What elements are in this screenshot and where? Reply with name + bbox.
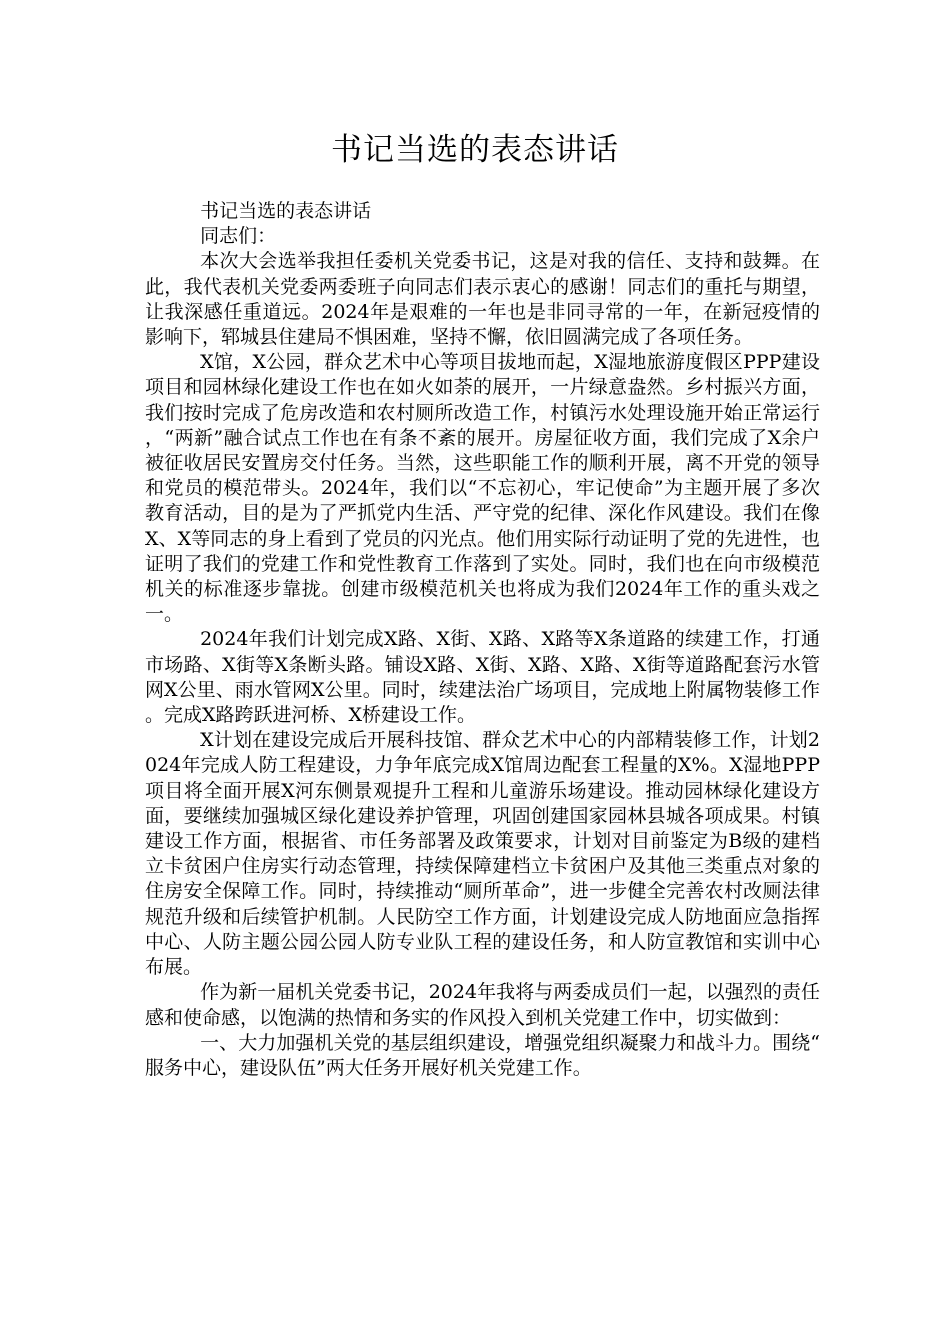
paragraph: X馆，X公园，群众艺术中心等项目拔地而起，X湿地旅游度假区PPP建设项目和园林绿化建设工作也在如火如荼的展开，一片绿意盎然。乡村振兴方面，我们按时完成了危房改造和农村厕所改造工作，村镇污水处理设施开始正常运行，“两新”融合试点工作也在有条不紊的展开。房屋征收方面，我们完成了X余户被征收居民安置房交付任务。当然，这些职能工作的顺利开展，离不开党的领导和党员的模范带头。2024年，我们以“不忘初心，牢记使命”为主题开展了多次教育活动，目的是为了严抓党内生活、严守党的纪律、深化作风建设。我们在像X、X等同志的身上看到了党员的闪光点。他们用实际行动证明了党的先进性，也证明了我们的党建工作和党性教育工作落到了实处。同时，我们也在向市级模范机关的标准逐步靠拢。创建市级模范机关也将成为我们2024年工作的重头戏之一。 xyxy=(145,351,820,626)
paragraph: 本次大会选举我担任委机关党委书记，这是对我的信任、支持和鼓舞。在此，我代表机关党委两委班子向同志们表示衷心的感谢！同志们的重托与期望，让我深感任重道远。2024年是艰难的一年也是非同寻常的一年，在新冠疫情的影响下，郓城县住建局不惧困难，坚持不懈，依旧圆满完成了各项任务。 xyxy=(145,250,820,349)
paragraph: 一、大力加强机关党的基层组织建设，增强党组织凝聚力和战斗力。围绕“服务中心，建设队伍”两大任务开展好机关党建工作。 xyxy=(145,1031,820,1079)
document-title: 书记当选的表态讲话 xyxy=(331,132,619,168)
paragraph-subtitle: 书记当选的表态讲话 xyxy=(200,200,372,222)
paragraph: 2024年我们计划完成X路、X街、X路、X路等X条道路的续建工作，打通市场路、X街等X条断头路。铺设X路、X街、X路、X路、X街等道路配套污水管网X公里、雨水管网X公里。同时，续建法治广场项目，完成地上附属物装修工作。完成X路跨跃进河桥、X桥建设工作。 xyxy=(145,628,820,727)
document-body xyxy=(145,199,820,1081)
paragraph-salutation: 同志们： xyxy=(200,225,277,248)
paragraph: X计划在建设完成后开展科技馆、群众艺术中心的内部精装修工作，计划2024年完成人防工程建设，力争年底完成X馆周边配套工程量的X%。X湿地PPP项目将全面开展X河东侧景观提升工程和儿童游乐场建设。推动园林绿化建设方面，要继续加强城区绿化建设养护管理，巩固创建国家园林县城各项成果。村镇建设工作方面，根据省、市任务部署及政策要求，计划对目前鉴定为B级的建档立卡贫困户住房实行动态管理，持续保障建档立卡贫困户及其他三类重点对象的住房安全保障工作。同时，持续推动“厕所革命”，进一步健全完善农村改厕法律规范升级和后续管护机制。人民防空工作方面，计划建设完成人防地面应急指挥中心、人防主题公园公园人防专业队工程的建设任务，和人防宣教馆和实训中心布展。 xyxy=(145,729,820,979)
paragraph: 作为新一届机关党委书记，2024年我将与两委成员们一起，以强烈的责任感和使命感，以饱满的热情和务实的作风投入到机关党建工作中，切实做到： xyxy=(145,981,820,1029)
